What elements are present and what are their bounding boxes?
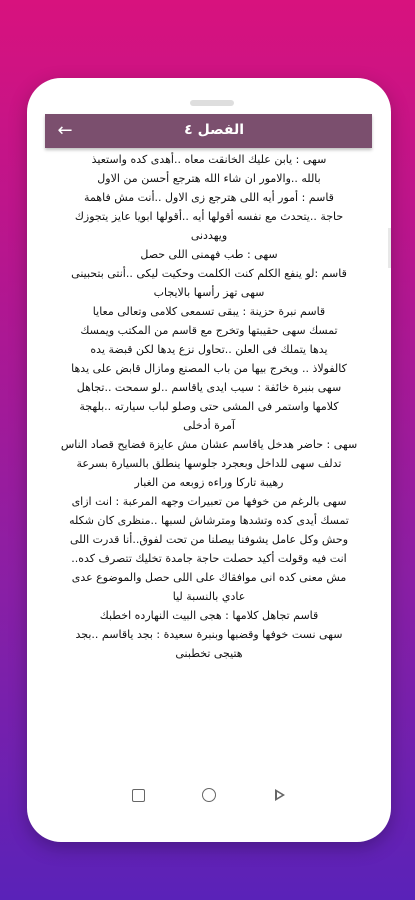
text-line: سهى نست خوفها وقضبها وبنبرة سعيدة : بجد ياقاسم ..بجد xyxy=(75,628,343,641)
text-line: حاجة ..يتحدث مع نفسه أقولها أيه ..أقولها ابويا عايز يتجوزك xyxy=(74,210,344,223)
text-line: كالفولاذ .. ويخرج بيها من باب المصنع ومازال قابض على يدها xyxy=(71,362,347,375)
triangle-back-icon xyxy=(275,789,285,801)
text-line: سهى بالرغم من خوفها من تعبيرات وجهه المرعبة : انت ازاى xyxy=(71,495,347,508)
side-button xyxy=(388,228,391,268)
text-line: تمسك أيدى كده وتشدها ومترشاش لسبها ..منظرى كان شكله xyxy=(69,514,349,527)
text-line: وحش وكل عامل يشوفنا بيصلنا من تحت لفوق..أنا قدرت اللى xyxy=(69,533,349,546)
back-nav-button[interactable] xyxy=(272,787,288,803)
system-nav-bar xyxy=(27,778,391,812)
text-line: رهيبة تاركا وراءه زوبعه من الغبار xyxy=(134,476,284,489)
arrow-left-icon[interactable]: ← xyxy=(57,120,73,141)
text-line: تدلف سهى للداخل وبعجرد جلوسها ينطلق بالسيارة بسرعة xyxy=(76,457,342,470)
text-line: مش معنى كده انى موافقاك على اللى حصل والموضوع عدى xyxy=(71,571,347,584)
text-line: عادي بالنسبة ليا xyxy=(172,590,246,603)
circle-icon xyxy=(202,788,216,802)
text-line: ويهددنى xyxy=(190,229,228,242)
text-line: هتيجى تخطبنى xyxy=(175,647,243,660)
text-line: سهى تهز رأسها بالايجاب xyxy=(153,286,265,299)
text-line: سهى : يابن عليك الخانقت معاه ..أهدى كده واستعيذ xyxy=(91,153,327,166)
chapter-text[interactable] xyxy=(43,150,375,746)
square-icon xyxy=(132,789,145,802)
text-line: كلامها واستمر فى المشى حتى وصلو لباب سيارته ..بلهجة xyxy=(79,400,339,413)
recents-button[interactable] xyxy=(130,787,146,803)
text-line: قاسم تجاهل كلامها : هجى البيت النهارده اخطبك xyxy=(99,609,319,622)
text-line: سهى : طب فهمنى اللى حصل xyxy=(140,248,278,261)
text-line: سهى بنبرة خائفة : سيب ايدى ياقاسم ..لو سمحت ..تجاهل xyxy=(76,381,342,394)
chapter-title: الفصل ٤ xyxy=(184,122,244,138)
text-line: آمرة أدخلى xyxy=(183,419,235,432)
text-line: سهى : حاضر هدخل ياقاسم عشان مش عايزة فضايح قصاد الناس xyxy=(60,438,358,451)
phone-frame xyxy=(27,78,391,842)
home-button[interactable] xyxy=(201,787,217,803)
text-line: انت فيه وقولت أكيد حصلت حاجة جامدة تخليك تتصرف كده.. xyxy=(71,552,347,565)
text-line: قاسم نبرة حزينة : يبقى تسمعى كلامى وتعالى معايا xyxy=(92,305,326,318)
text-line: تمسك سهى حقيبتها وتخرج مع قاسم من المكتب ويمسك xyxy=(80,324,338,337)
text-line: يدها يتملك فى العلن ..تحاول نزع يدها لكن قبضة يده xyxy=(90,343,328,356)
text-line: بالله ..والامور ان شاء الله هترجع أحسن من الاول xyxy=(97,172,321,185)
text-line: قاسم : أمور أيه اللى هترجع زى الاول ..أنت مش فاهمة xyxy=(84,191,334,204)
text-line: قاسم :لو ينفع الكلم كنت الكلمت وحكيت ليكى ..أنتى بتحبينى xyxy=(71,267,347,280)
speaker-slot xyxy=(190,100,234,106)
app-bar xyxy=(45,114,372,148)
